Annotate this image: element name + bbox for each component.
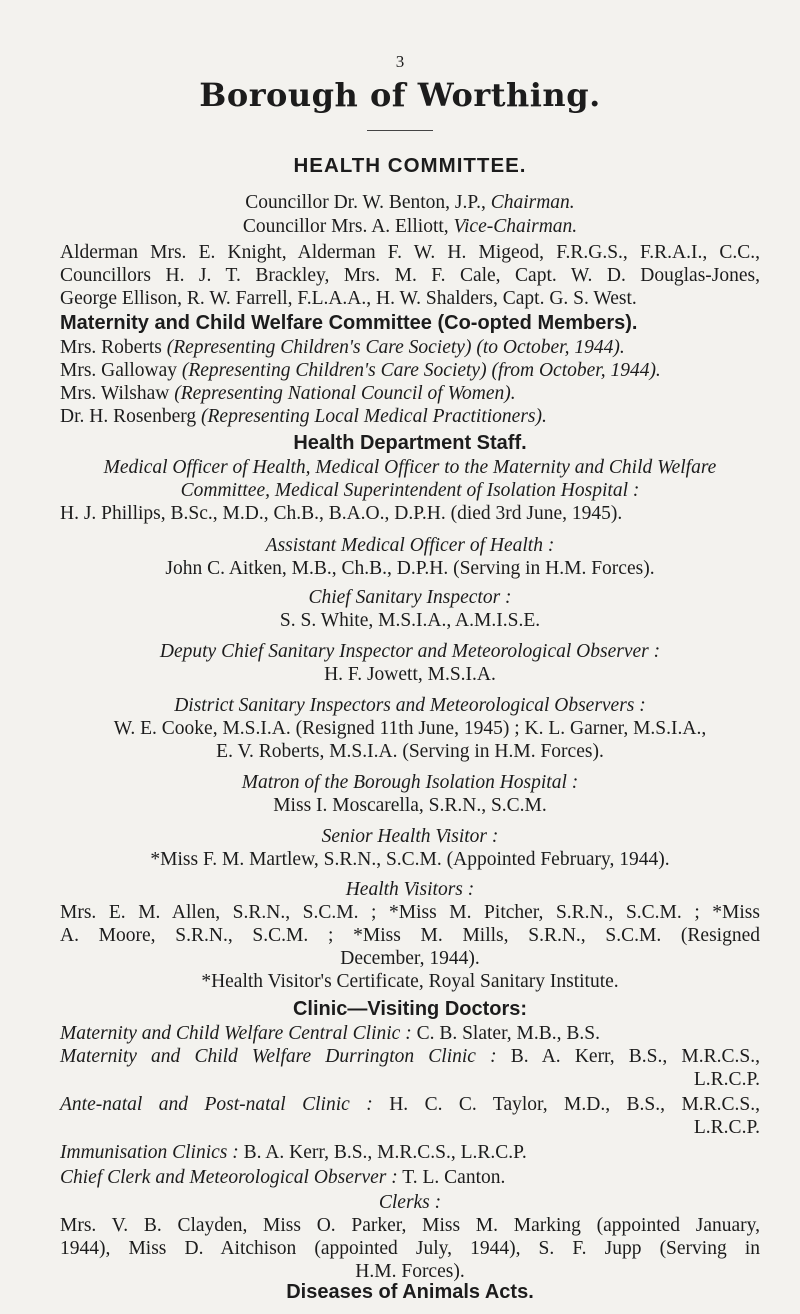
amoh-name: John C. Aitken, M.B., Ch.B., D.P.H. (Serving in H.M. Forces). bbox=[165, 558, 655, 579]
amoh-title: Assistant Medical Officer of Health : bbox=[265, 535, 555, 556]
clinic-immunisation: Immunisation Clinics : B. A. Kerr, B.S., M.R.C.S., L.R.C.P. bbox=[60, 1142, 527, 1163]
matron-name: Miss I. Moscarella, S.R.N., S.C.M. bbox=[273, 795, 547, 816]
chief-clerk: Chief Clerk and Meteorological Observer : T. L. Canton. bbox=[60, 1167, 506, 1188]
csi-name: S. S. White, M.S.I.A., A.M.I.S.E. bbox=[279, 610, 541, 631]
moh-name: H. J. Phillips, B.Sc., M.D., Ch.B., B.A.O., D.P.H. (died 3rd June, 1945). bbox=[60, 503, 623, 524]
maternity-member: Dr. H. Rosenberg (Representing Local Medical Practitioners). bbox=[60, 406, 547, 427]
shv-name: *Miss F. M. Martlew, S.R.N., S.C.M. (Appointed February, 1944). bbox=[150, 849, 670, 870]
maternity-member: Mrs. Wilshaw (Representing National Council of Women). bbox=[60, 383, 516, 404]
shv-title: Senior Health Visitor : bbox=[321, 826, 499, 847]
chairman-line: Councillor Dr. W. Benton, J.P., Chairman. bbox=[245, 192, 575, 213]
hv-line: December, 1944). bbox=[340, 948, 480, 969]
clinic-central: Maternity and Child Welfare Central Clinic : C. B. Slater, M.B., B.S. bbox=[60, 1023, 600, 1044]
committee-members-line: Alderman Mrs. E. Knight, Alderman F. W. H. Migeod, F.R.G.S., F.R.A.I., C.C., bbox=[60, 242, 760, 263]
health-department-heading: Health Department Staff. bbox=[293, 432, 527, 454]
moh-title: Medical Officer of Health, Medical Officer to the Maternity and Child Welfare bbox=[103, 457, 717, 478]
moh-title: Committee, Medical Superintendent of Isolation Hospital : bbox=[180, 480, 640, 501]
vice-chairman-line: Councillor Mrs. A. Elliott, Vice-Chairman. bbox=[242, 216, 578, 237]
clinic-heading: Clinic—Visiting Doctors: bbox=[292, 998, 528, 1020]
health-committee-heading: HEALTH COMMITTEE. bbox=[293, 154, 527, 177]
clerks-line: Mrs. V. B. Clayden, Miss O. Parker, Miss M. Marking (appointed January, bbox=[60, 1215, 760, 1236]
hv-line: A. Moore, S.R.N., S.C.M. ; *Miss M. Mills, S.R.N., S.C.M. (Resigned bbox=[60, 925, 760, 946]
hv-line: Mrs. E. M. Allen, S.R.N., S.C.M. ; *Miss M. Pitcher, S.R.N., S.C.M. ; *Miss bbox=[60, 902, 760, 923]
maternity-member: Mrs. Roberts (Representing Children's Care Society) (to October, 1944). bbox=[60, 337, 625, 358]
page-number: 3 bbox=[395, 52, 405, 71]
clinic-durrington: Maternity and Child Welfare Durrington Clinic : B. A. Kerr, B.S., M.R.C.S., bbox=[60, 1046, 760, 1067]
dcsi-name: H. F. Jowett, M.S.I.A. bbox=[324, 664, 496, 685]
clinic-antenatal-cont: L.R.C.P. bbox=[693, 1117, 760, 1138]
hv-title: Health Visitors : bbox=[345, 879, 475, 900]
dsi-line: E. V. Roberts, M.S.I.A. (Serving in H.M. Forces). bbox=[216, 741, 604, 762]
committee-members-line: George Ellison, R. W. Farrell, F.L.A.A., H. W. Shalders, Capt. G. S. West. bbox=[60, 288, 637, 309]
dcsi-title: Deputy Chief Sanitary Inspector and Meteorological Observer : bbox=[159, 641, 661, 662]
clerks-line: 1944), Miss D. Aitchison (appointed July, 1944), S. F. Jupp (Serving in bbox=[60, 1238, 760, 1259]
csi-title: Chief Sanitary Inspector : bbox=[308, 587, 512, 608]
committee-members-line: Councillors H. J. T. Brackley, Mrs. M. F. Cale, Capt. W. D. Douglas-Jones, bbox=[60, 265, 760, 286]
borough-title: Borough of Worthing. bbox=[199, 76, 601, 114]
divider-rule bbox=[367, 130, 433, 131]
clinic-antenatal: Ante-natal and Post-natal Clinic : H. C. C. Taylor, M.D., B.S., M.R.C.S., bbox=[60, 1094, 761, 1115]
clerks-line: H.M. Forces). bbox=[355, 1261, 465, 1282]
dsi-line: W. E. Cooke, M.S.I.A. (Resigned 11th June, 1945) ; K. L. Garner, M.S.I.A., bbox=[113, 718, 707, 739]
dsi-title: District Sanitary Inspectors and Meteorological Observers : bbox=[174, 695, 646, 716]
maternity-member: Mrs. Galloway (Representing Children's Care Society) (from October, 1944). bbox=[60, 360, 661, 381]
hv-footnote: *Health Visitor's Certificate, Royal Sanitary Institute. bbox=[201, 971, 619, 992]
animals-heading: Diseases of Animals Acts. bbox=[286, 1281, 534, 1303]
clerks-title: Clerks : bbox=[378, 1192, 442, 1213]
maternity-committee-heading: Maternity and Child Welfare Committee (Co-opted Members). bbox=[60, 312, 638, 334]
clinic-durrington-cont: L.R.C.P. bbox=[693, 1069, 760, 1090]
matron-title: Matron of the Borough Isolation Hospital : bbox=[241, 772, 579, 793]
